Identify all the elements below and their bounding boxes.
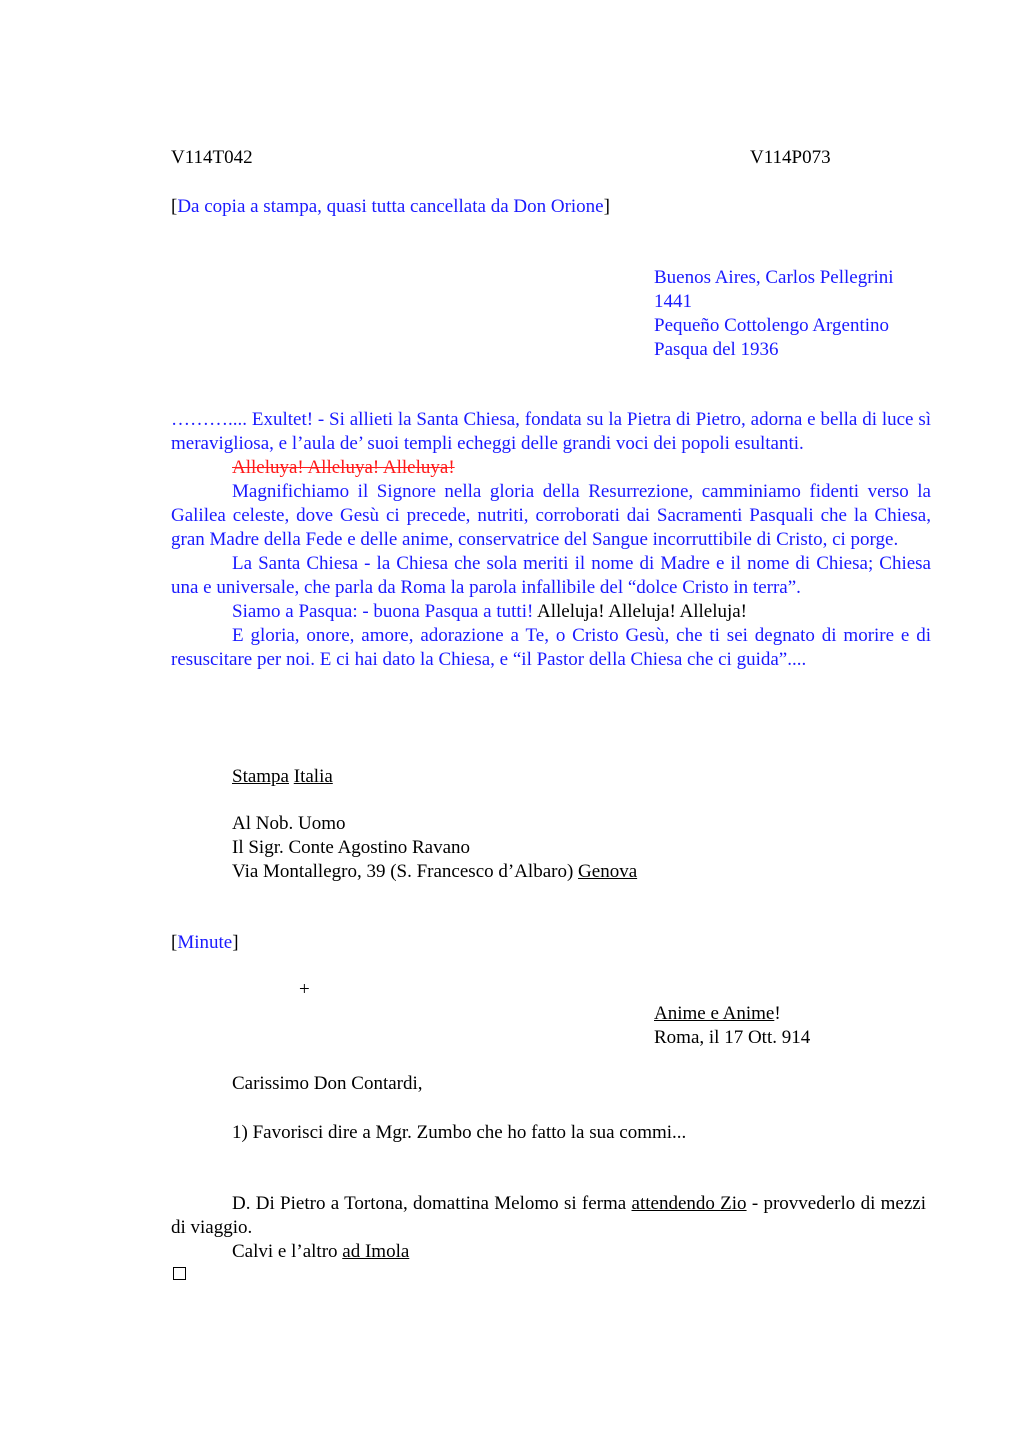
paragraph-calvi — [171, 1240, 926, 1264]
sender-address-block — [654, 266, 894, 362]
stampa-word: Stampa — [232, 766, 289, 787]
paragraph-magnifichiamo: Magnifichiamo il Signore nella gloria della Resurrezione, camminiamo fidenti verso la Galilea celeste, dove Gesù ci precede, nutriti, corroborati dai Sacramenti Pasquali che la Chiesa, gran Madre della Fede e delle anime, conservatrice del Sangue incorruttibile di Cristo, ci porge. — [171, 481, 931, 550]
motto-line — [654, 1002, 810, 1026]
bracket-open: [ — [171, 196, 178, 217]
text-segment: - provvederlo di mezzi di viaggio. — [171, 1193, 927, 1238]
cross-symbol: + — [299, 979, 310, 1000]
motto-end: ! — [774, 1003, 781, 1024]
paragraph-gloria: E gloria, onore, amore, adorazione a Te, o Cristo Gesù, che ti sei degnato di morire e di resuscitare per noi. E ci hai dato la Chiesa, e “il Pastor della Chiesa che ci guida”.... — [171, 625, 931, 670]
letter2-body — [171, 1192, 926, 1264]
empty-square-glyph — [173, 1267, 186, 1280]
salutation: Carissimo Don Contardi, — [232, 1073, 423, 1094]
document-code-right: V114P073 — [750, 147, 831, 168]
address-line: Pasqua del 1936 — [654, 339, 779, 360]
recipient-address — [232, 812, 637, 884]
bracket-close: ] — [232, 932, 239, 953]
document-code-left: V114T042 — [171, 147, 253, 168]
source-note — [171, 195, 610, 219]
place-date: Roma, il 17 Ott. 914 — [654, 1027, 811, 1048]
paragraph-pasqua — [171, 600, 931, 624]
paragraph-santa-chiesa: La Santa Chiesa - la Chiesa che sola meriti il nome di Madre e il nome di Chiesa; Chiesa una e universale, che parla da Roma la parola infallibile del “dolce Cristo in terra”. — [171, 553, 931, 598]
text-segment: Calvi e l’altro — [232, 1241, 343, 1262]
letter-body-easter — [171, 408, 931, 672]
source-note-text: Da copia a stampa, quasi tutta cancellata da Don Orione — [177, 196, 604, 217]
motto-text: Anime e Anime — [654, 1003, 775, 1024]
recipient-city: Genova — [578, 861, 638, 882]
paragraph-exultet: ……….... Exultet! - Si allieti la Santa Chiesa, fondata su la Pietra di Pietro, adorna e bella di luce sì meravigliosa, e l’aula de’ suoi templi echeggi delle grandi voci dei popoli esultanti. — [171, 409, 931, 454]
bracket-close: ] — [603, 196, 610, 217]
underlined-segment: attendendo Zio — [631, 1193, 747, 1214]
alleluja-text: Alleluja! Alleluja! Alleluja! — [537, 601, 748, 622]
stampa-label — [232, 765, 333, 789]
recipient-line: Al Nob. Uomo — [232, 813, 346, 834]
bracket-open: [ — [171, 932, 178, 953]
address-line: 1441 — [654, 291, 692, 312]
pasqua-text: Siamo a Pasqua: - buona Pasqua a tutti! — [232, 601, 538, 622]
minute-note-text: Minute — [177, 932, 233, 953]
underlined-segment: ad Imola — [342, 1241, 410, 1262]
struck-text: Alleluya! Alleluya! Alleluya! — [232, 457, 455, 478]
address-line: Pequeño Cottolengo Argentino — [654, 315, 890, 336]
recipient-line — [232, 860, 637, 884]
address-line: Buenos Aires, Carlos Pellegrini — [654, 267, 894, 288]
text-segment: D. Di Pietro a Tortona, domattina Melomo si ferma — [232, 1193, 632, 1214]
recipient-street: Via Montallegro, 39 (S. Francesco d’Albaro) — [232, 861, 579, 882]
list-item-1: 1) Favorisci dire a Mgr. Zumbo che ho fatto la sua commi... — [232, 1122, 687, 1143]
paragraph-di-pietro — [171, 1192, 926, 1240]
letter2-header — [654, 1002, 810, 1050]
recipient-line: Il Sigr. Conte Agostino Ravano — [232, 837, 471, 858]
italia-word: Italia — [293, 766, 333, 787]
paragraph-alleluya-struck — [171, 456, 931, 480]
minute-note — [171, 931, 239, 955]
